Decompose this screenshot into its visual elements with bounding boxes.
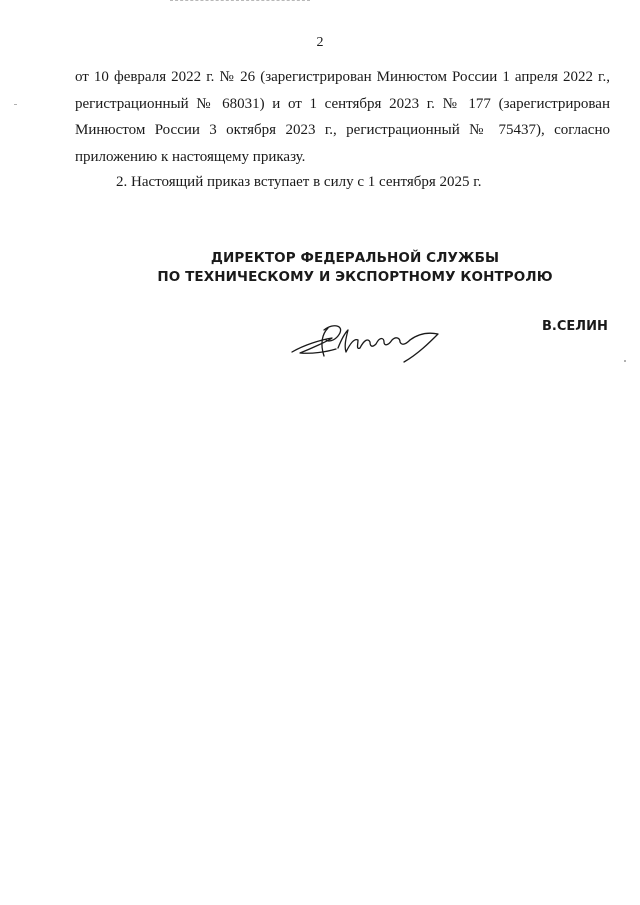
signatory-position-line-1: ДИРЕКТОР ФЕДЕРАЛЬНОЙ СЛУЖБЫ — [210, 250, 500, 266]
paragraph-1-line: регистрационный № 68031) и от 1 сентября 2023 г. № 177 (зарегистрирован — [75, 95, 610, 112]
signatory-name: В.СЕЛИН — [542, 319, 608, 334]
page-number: 2 — [316, 35, 324, 50]
paragraph-1-line: Минюстом России 3 октября 2023 г., регистрационный № 75437), согласно — [75, 122, 610, 138]
signatory-position-line-2: ПО ТЕХНИЧЕСКОМУ И ЭКСПОРТНОМУ КОНТРОЛЮ — [157, 269, 553, 285]
paragraph-1 — [75, 64, 610, 170]
scan-artifact-right — [624, 360, 626, 362]
paragraph-2: 2. Настоящий приказ вступает в силу с 1 сентября 2025 г. — [116, 174, 482, 190]
paragraph-1-line: приложению к настоящему приказу. — [75, 148, 306, 165]
handwritten-signature-icon — [288, 318, 448, 364]
scan-artifact-left — [14, 104, 17, 105]
paragraph-1-line: от 10 февраля 2022 г. № 26 (зарегистрирован Минюстом России 1 апреля 2022 г., — [75, 69, 610, 85]
scan-artifact-top — [170, 0, 310, 2]
